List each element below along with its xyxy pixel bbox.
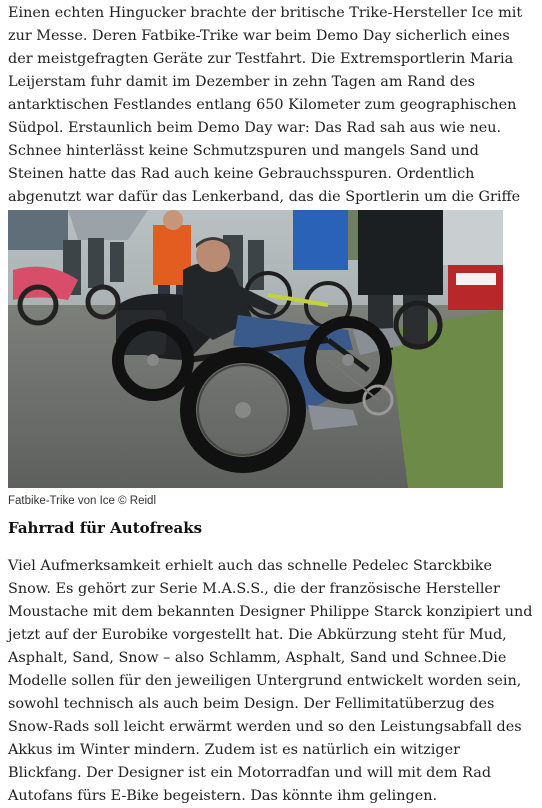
article-paragraph-2: Viel Aufmerksamkeit erhielt auch das schnelle Pedelec Starckbike Snow. Es gehört zur Serie M.A.S.S., die der französische Hersteller Moustache mit dem bekannten Designer Philippe Starck konzipiert und jetzt auf der Eurobike vorgestellt hat. Die Abkürzung steht für Mud, Asphalt, Sand, Snow – also Schlamm, Asphalt, Sand und Schnee.Die Modelle sollen für den jeweiligen Untergrund entwickelt worden sein, sowohl technisch als auch beim Design. Der Fellimitatüberzug des Snow-Rads soll leicht erwärmt werden und so den Leistungsabfall des Akkus im Winter mindern. Zudem ist es natürlich ein witziger Blickfang. Der Designer ist ein Motorradfan und will mit dem Rad Autofans fürs E-Bike begeistern. Das könnte ihm gelingen.: [8, 558, 533, 804]
fatbike-trike-photo: [8, 210, 503, 488]
section-heading: Fahrrad für Autofreaks: [8, 519, 203, 537]
article-paragraph-1: Einen echten Hingucker brachte der britische Trike-Hersteller Ice mit zur Messe. Deren Fatbike-Trike war beim Demo Day sicherlich eines der meistgefragten Geräte zur Testfahrt. Die Extremsportlerin Maria Leijerstam fuhr damit im Dezember in zehn Tagen am Rand des antarktischen Festlandes entlang 650 Kilometer zum geographischen Südpol. Erstaunlich beim Demo Day war: Das Rad sah aus wie neu. Schnee hinterlässt keine Schmutzspuren und mangels Sand und Steinen hatte das Rad auch keine Gebrauchsspuren. Ordentlich abgenutzt war dafür das Lenkerband, das die Sportlerin um die Griffe: [8, 5, 523, 205]
photo-caption: Fatbike-Trike von Ice © Reidl: [8, 495, 157, 507]
